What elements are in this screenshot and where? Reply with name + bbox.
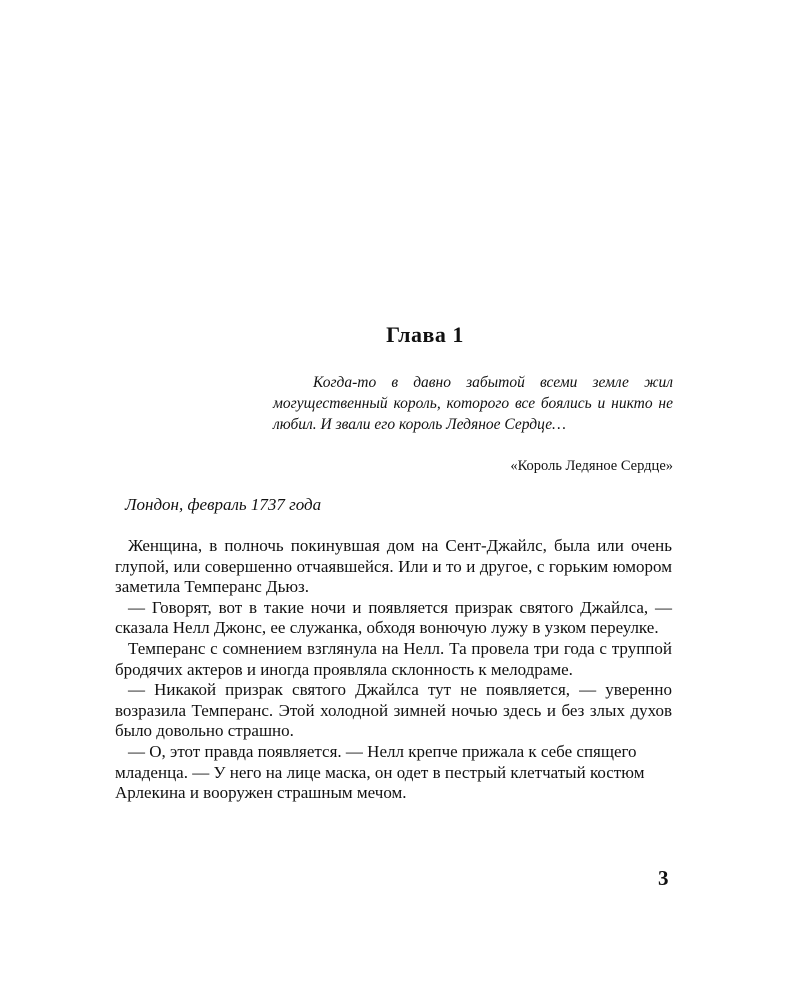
paragraph: Темперанс с сомнением взглянула на Нелл. Та провела три года с труппой бродячих актеров и иногда проявляла склонность к мелодраме. — [115, 638, 672, 679]
paragraph: — Никакой призрак святого Джайлса тут не появляется, — уверенно возразила Темперанс. Этой холодной зимней ночью здесь и без злых духов было довольно страшно. — [115, 680, 672, 741]
paragraph: Женщина, в полночь покинувшая дом на Сент-Джайлс, была или очень глупой, или совершенно отчаявшейся. Или и то и другое, с горьким юмором заметила Темперанс Дьюз. — [115, 536, 672, 597]
epigraph-text: Когда-то в давно забытой всеми земле жил могущественный король, которого все боялись и никто не любил. И звали его король Ледяное Сердце… — [273, 374, 673, 433]
body-text — [115, 536, 672, 804]
paragraph: — Говорят, вот в такие ночи и появляется призрак святого Джайлса, — сказала Нелл Джонс, ее служанка, обходя вонючую лужу в узком переулке. — [115, 597, 672, 638]
place-date-heading: Лондон, февраль 1737 года — [125, 495, 322, 514]
chapter-title: Глава 1 — [386, 322, 464, 347]
epigraph-source: «Король Ледяное Сердце» — [510, 458, 673, 474]
epigraph — [273, 372, 673, 435]
paragraph: — О, этот правда появляется. — Нелл крепче прижала к себе спящего младенца. — У него на лице маска, он одет в пестрый клетчатый костюм Арлекина и вооружен страшным мечом. — [115, 741, 645, 803]
page-number: 3 — [658, 866, 669, 890]
